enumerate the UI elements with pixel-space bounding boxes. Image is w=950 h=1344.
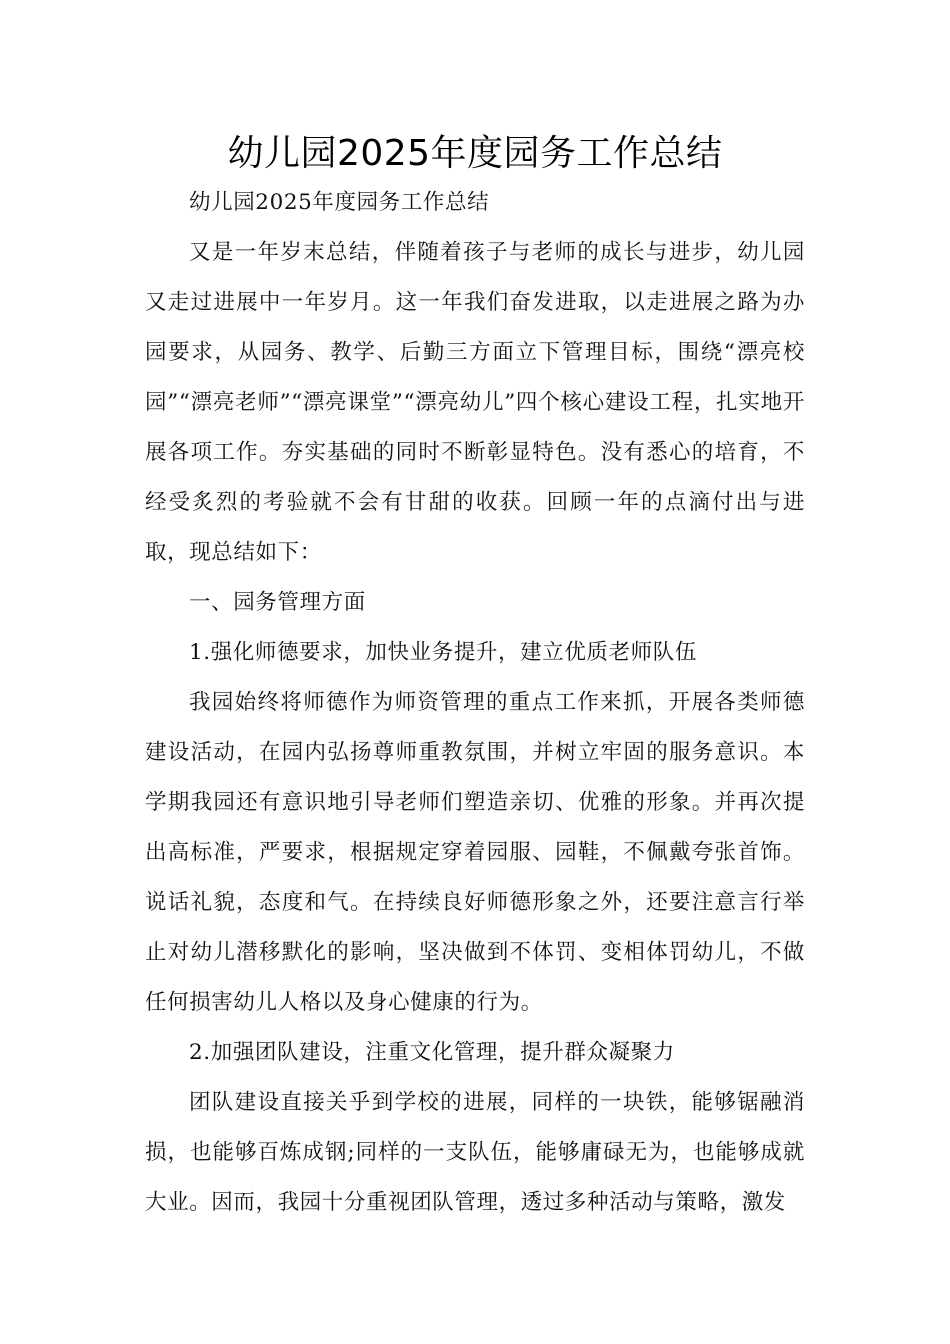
document-body: [145, 178, 805, 1228]
item-body-team-building: 团队建设直接关乎到学校的进展，同样的一块铁，能够锯融消损，也能够百炼成钢;同样的一支队伍，能够庸碌无为，也能够成就大业。因而，我园十分重视团队管理，透过多种活动与策略，激发: [145, 1090, 805, 1215]
document-title: 幼儿园2025年度园务工作总结: [227, 133, 723, 174]
item-body-teacher-ethics: 我园始终将师德作为师资管理的重点工作来抓，开展各类师德建设活动，在园内弘扬尊师重教氛围，并树立牢固的服务意识。本学期我园还有意识地引导老师们塑造亲切、优雅的形象。并再次提出高标准，严要求，根据规定穿着园服、园鞋，不佩戴夸张首饰。说话礼貌，态度和气。在持续良好师德形象之外，还要注意言行举止对幼儿潜移默化的影响，坚决做到不体罚、变相体罚幼儿，不做任何损害幼儿人格以及身心健康的行为。: [145, 690, 805, 1015]
item-heading-team-building: 2.加强团队建设，注重文化管理，提升群众凝聚力: [189, 1040, 675, 1065]
subtitle-paragraph: 幼儿园2025年度园务工作总结: [189, 190, 490, 215]
item-heading-teacher-ethics: 1.强化师德要求，加快业务提升，建立优质老师队伍: [189, 640, 697, 665]
section-heading-garden-management: 一、园务管理方面: [189, 590, 366, 615]
intro-paragraph: 又是一年岁末总结，伴随着孩子与老师的成长与进步，幼儿园又走过进展中一年岁月。这一年我们奋发进取，以走进展之路为办园要求，从园务、教学、后勤三方面立下管理目标，围绕“漂亮校园”“漂亮老师”“漂亮课堂”“漂亮幼儿”四个核心建设工程，扎实地开展各项工作。夯实基础的同时不断彰显特色。没有悉心的培育，不经受炙烈的考验就不会有甘甜的收获。回顾一年的点滴付出与进取，现总结如下：: [145, 240, 805, 565]
